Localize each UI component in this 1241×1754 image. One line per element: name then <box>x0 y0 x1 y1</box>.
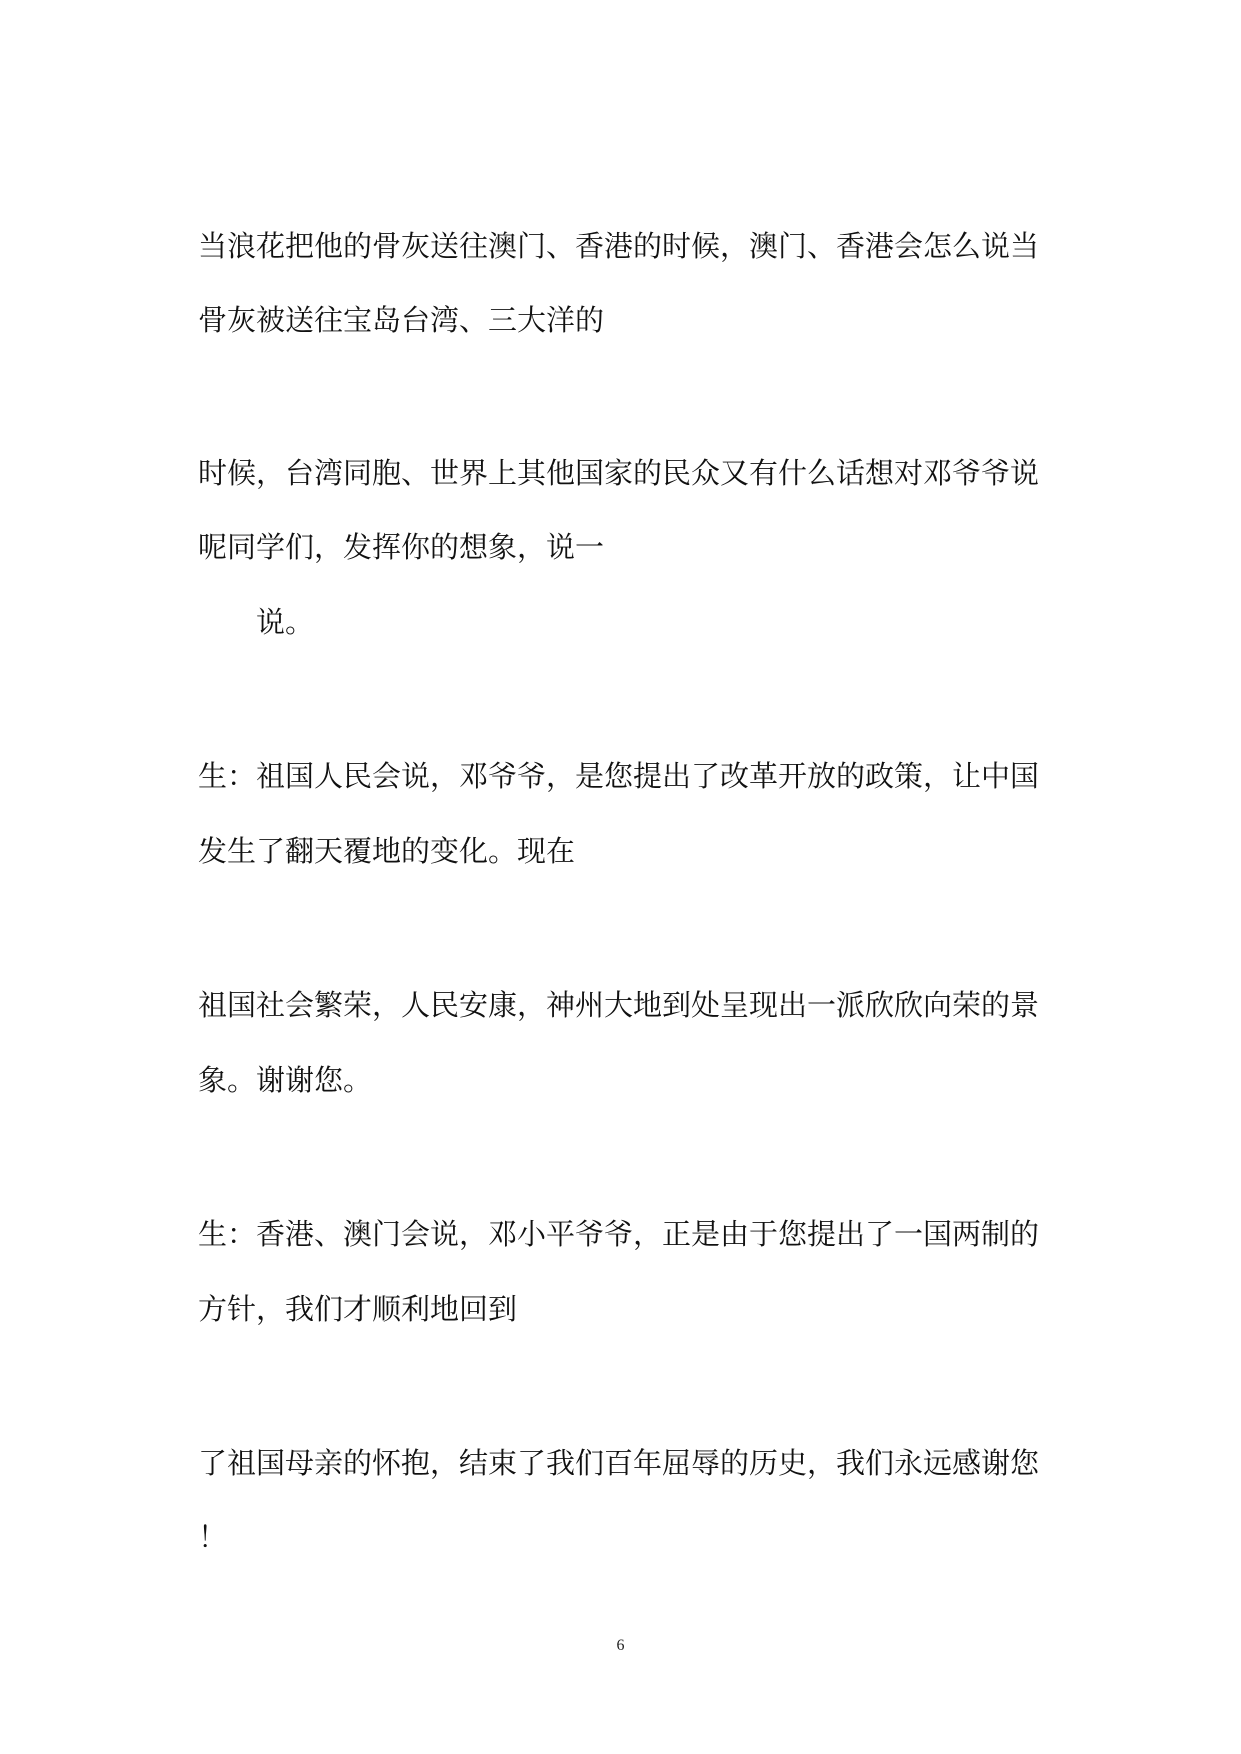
text-line-10: 生：香港、澳门会说，邓小平爷爷，正是由于您提出了一国两制的 <box>198 1217 1040 1251</box>
page-number: 6 <box>616 1637 625 1654</box>
text-line-6: 生：祖国人民会说，邓爷爷，是您提出了改革开放的政策，让中国 <box>198 759 1040 793</box>
text-line-3: 时候，台湾同胞、世界上其他国家的民众又有什么话想对邓爷爷说 <box>198 456 1040 490</box>
text-line-13: ！ <box>198 1520 228 1554</box>
text-line-1: 当浪花把他的骨灰送往澳门、香港的时候，澳门、香港会怎么说当 <box>198 229 1040 263</box>
text-line-7: 发生了翻天覆地的变化。现在 <box>198 834 576 868</box>
text-line-9: 象。谢谢您。 <box>198 1063 373 1097</box>
text-line-8: 祖国社会繁荣，人民安康，神州大地到处呈现出一派欣欣向荣的景 <box>198 988 1040 1022</box>
text-line-11: 方针，我们才顺利地回到 <box>198 1292 518 1326</box>
text-line-2: 骨灰被送往宝岛台湾、三大洋的 <box>198 303 605 337</box>
text-line-5: 说。 <box>256 605 315 639</box>
text-line-4: 呢同学们，发挥你的想象，说一 <box>198 530 605 564</box>
text-line-12: 了祖国母亲的怀抱，结束了我们百年屈辱的历史，我们永远感谢您 <box>198 1446 1040 1480</box>
